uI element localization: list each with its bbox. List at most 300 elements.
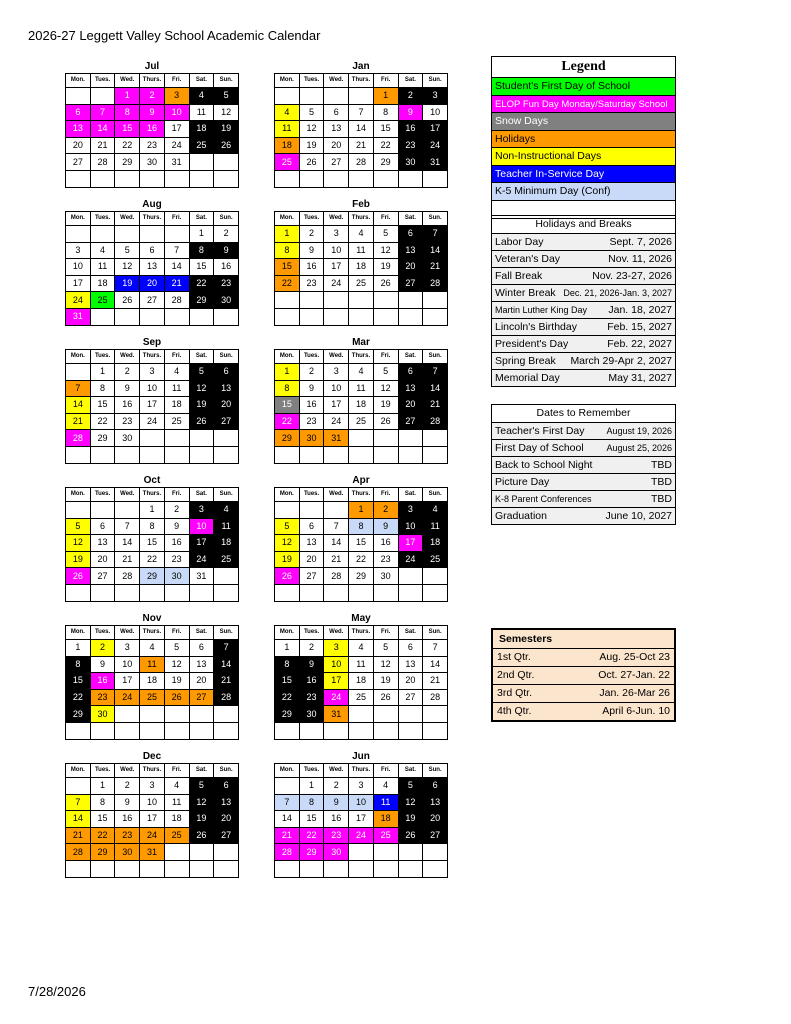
day-cell: 21 <box>90 137 115 154</box>
day-cell <box>324 308 349 325</box>
day-cell <box>423 170 448 187</box>
day-cell <box>349 584 374 601</box>
legend-panel <box>491 56 676 219</box>
month-name: Apr <box>352 475 370 486</box>
weekday-header: Wed. <box>115 350 140 364</box>
day-cell <box>90 226 115 243</box>
day-cell <box>324 722 349 739</box>
day-cell: 31 <box>324 430 349 447</box>
weekday-header: Fri. <box>373 74 398 88</box>
day-cell: 27 <box>324 154 349 171</box>
day-cell <box>398 722 423 739</box>
day-cell: 13 <box>299 535 324 552</box>
weekday-header: Sat. <box>189 764 214 778</box>
day-cell <box>398 860 423 877</box>
day-cell <box>299 584 324 601</box>
dates-date: TBD <box>651 459 672 471</box>
day-cell: 9 <box>299 656 324 673</box>
day-cell: 21 <box>164 275 189 292</box>
holidays-row <box>491 268 676 285</box>
day-cell: 17 <box>115 673 140 690</box>
day-cell <box>299 308 324 325</box>
day-cell <box>189 154 214 171</box>
holidays-title: Holidays and Breaks <box>491 215 676 234</box>
day-cell <box>373 446 398 463</box>
day-cell <box>349 446 374 463</box>
day-cell: 8 <box>349 518 374 535</box>
day-cell: 3 <box>115 640 140 657</box>
holidays-name: Labor Day <box>495 236 544 248</box>
day-cell: 22 <box>299 827 324 844</box>
day-cell: 24 <box>398 551 423 568</box>
day-cell: 9 <box>373 518 398 535</box>
day-cell: 30 <box>299 706 324 723</box>
day-cell <box>214 568 239 585</box>
day-cell: 27 <box>398 275 423 292</box>
month-name: Oct <box>143 475 161 486</box>
day-cell: 3 <box>324 226 349 243</box>
day-cell: 23 <box>299 275 324 292</box>
day-cell <box>90 722 115 739</box>
day-cell <box>423 706 448 723</box>
day-cell: 27 <box>398 689 423 706</box>
day-cell <box>140 170 165 187</box>
day-cell: 25 <box>214 551 239 568</box>
day-cell: 10 <box>423 104 448 121</box>
day-cell: 30 <box>373 568 398 585</box>
weekday-header: Thurs. <box>349 350 374 364</box>
holidays-row <box>491 319 676 336</box>
holidays-date: Sept. 7, 2026 <box>609 236 672 248</box>
weekday-header: Sun. <box>214 350 239 364</box>
day-cell: 4 <box>164 364 189 381</box>
day-cell: 2 <box>115 364 140 381</box>
month-mar <box>274 336 448 464</box>
day-cell: 23 <box>140 137 165 154</box>
day-cell: 19 <box>373 259 398 276</box>
day-cell: 24 <box>324 275 349 292</box>
weekday-header: Thurs. <box>140 74 165 88</box>
weekday-header: Wed. <box>115 764 140 778</box>
day-cell: 13 <box>398 242 423 259</box>
day-cell: 24 <box>324 689 349 706</box>
day-cell: 19 <box>398 811 423 828</box>
weekday-header: Mon. <box>275 764 300 778</box>
day-cell <box>164 308 189 325</box>
day-cell: 10 <box>115 656 140 673</box>
day-cell <box>164 860 189 877</box>
weekday-header: Sat. <box>398 488 423 502</box>
weekday-header: Sat. <box>189 350 214 364</box>
day-cell: 6 <box>324 104 349 121</box>
day-cell: 21 <box>324 551 349 568</box>
day-cell <box>398 568 423 585</box>
day-cell: 26 <box>275 568 300 585</box>
day-cell: 25 <box>164 413 189 430</box>
day-cell: 10 <box>349 794 374 811</box>
day-cell: 8 <box>90 380 115 397</box>
day-cell <box>115 860 140 877</box>
day-cell <box>140 308 165 325</box>
day-cell: 17 <box>324 259 349 276</box>
holidays-row <box>491 251 676 268</box>
day-cell <box>373 722 398 739</box>
day-cell: 13 <box>214 380 239 397</box>
day-cell: 23 <box>373 551 398 568</box>
day-cell <box>299 446 324 463</box>
day-cell <box>189 844 214 861</box>
dates-date: August 25, 2026 <box>606 443 672 453</box>
day-cell: 5 <box>373 640 398 657</box>
month-nov <box>65 612 239 740</box>
day-cell: 26 <box>373 413 398 430</box>
day-cell: 22 <box>90 827 115 844</box>
day-cell <box>90 170 115 187</box>
day-cell: 4 <box>373 778 398 795</box>
day-cell: 15 <box>115 121 140 138</box>
day-cell <box>299 860 324 877</box>
day-cell: 21 <box>275 827 300 844</box>
day-cell: 17 <box>423 121 448 138</box>
day-cell <box>275 722 300 739</box>
day-cell <box>214 154 239 171</box>
dates-row <box>491 508 676 525</box>
day-cell: 9 <box>115 794 140 811</box>
day-cell: 25 <box>423 551 448 568</box>
day-cell: 23 <box>115 827 140 844</box>
day-cell: 27 <box>90 568 115 585</box>
day-cell: 24 <box>324 413 349 430</box>
semester-range: April 6-Jun. 10 <box>602 705 670 717</box>
day-cell: 5 <box>373 226 398 243</box>
month-name: Sep <box>142 337 162 348</box>
day-cell: 10 <box>324 242 349 259</box>
day-cell: 15 <box>349 535 374 552</box>
day-cell <box>66 364 91 381</box>
day-cell: 10 <box>189 518 214 535</box>
day-cell: 16 <box>115 397 140 414</box>
month-name: Jul <box>144 61 160 72</box>
day-cell: 9 <box>299 242 324 259</box>
day-cell <box>140 706 165 723</box>
day-cell <box>66 584 91 601</box>
day-cell: 23 <box>90 689 115 706</box>
day-cell: 7 <box>423 226 448 243</box>
weekday-header: Fri. <box>164 350 189 364</box>
legend-item-hol: Holidays <box>491 131 676 149</box>
weekday-header: Fri. <box>373 626 398 640</box>
day-cell <box>423 860 448 877</box>
day-cell: 13 <box>66 121 91 138</box>
day-cell: 2 <box>324 778 349 795</box>
holidays-name: Winter Break <box>495 287 556 299</box>
day-cell: 28 <box>66 430 91 447</box>
holidays-date: Feb. 22, 2027 <box>607 338 672 350</box>
day-cell: 23 <box>398 137 423 154</box>
semester-name: 1st Qtr. <box>497 651 531 663</box>
day-cell: 21 <box>115 551 140 568</box>
day-cell <box>189 584 214 601</box>
day-cell: 12 <box>214 104 239 121</box>
day-cell: 11 <box>214 518 239 535</box>
holidays-date: March 29-Apr 2, 2027 <box>570 355 672 367</box>
day-cell: 3 <box>66 242 91 259</box>
day-cell: 11 <box>349 242 374 259</box>
day-cell: 17 <box>66 275 91 292</box>
day-cell: 22 <box>66 689 91 706</box>
day-cell <box>164 584 189 601</box>
day-cell <box>324 502 349 519</box>
day-cell: 29 <box>275 706 300 723</box>
day-cell <box>349 430 374 447</box>
holidays-name: Martin Luther King Day <box>495 305 588 315</box>
day-cell: 13 <box>423 794 448 811</box>
day-cell <box>299 170 324 187</box>
weekday-header: Sat. <box>189 626 214 640</box>
day-cell: 10 <box>66 259 91 276</box>
day-cell: 25 <box>373 827 398 844</box>
day-cell: 27 <box>423 827 448 844</box>
day-cell <box>299 502 324 519</box>
month-name: Aug <box>142 199 162 210</box>
day-cell: 24 <box>189 551 214 568</box>
weekday-header: Tues. <box>299 626 324 640</box>
weekday-header: Wed. <box>115 74 140 88</box>
day-cell <box>398 446 423 463</box>
weekday-header: Fri. <box>164 488 189 502</box>
day-cell: 21 <box>423 397 448 414</box>
month-jul <box>65 60 239 188</box>
month-name: Feb <box>352 199 370 210</box>
day-cell: 15 <box>275 673 300 690</box>
holidays-name: Veteran's Day <box>495 253 561 265</box>
day-cell <box>398 292 423 309</box>
day-cell: 20 <box>423 811 448 828</box>
day-cell <box>275 502 300 519</box>
holidays-panel <box>491 215 676 387</box>
day-cell: 29 <box>115 154 140 171</box>
day-cell: 28 <box>115 568 140 585</box>
day-cell: 1 <box>90 778 115 795</box>
month-name: Nov <box>142 613 162 624</box>
day-cell: 21 <box>423 259 448 276</box>
weekday-header: Mon. <box>66 350 91 364</box>
day-cell: 31 <box>324 706 349 723</box>
day-cell <box>66 446 91 463</box>
day-cell <box>423 722 448 739</box>
dates-name: Teacher's First Day <box>495 425 585 437</box>
day-cell <box>115 226 140 243</box>
holidays-date: Jan. 18, 2027 <box>608 304 672 316</box>
page-title: 2026-27 Leggett Valley School Academic Calendar <box>28 28 321 43</box>
day-cell: 16 <box>140 121 165 138</box>
weekday-header: Sun. <box>214 488 239 502</box>
day-cell: 5 <box>66 518 91 535</box>
day-cell: 7 <box>90 104 115 121</box>
day-cell: 7 <box>423 640 448 657</box>
day-cell <box>349 706 374 723</box>
day-cell: 5 <box>189 778 214 795</box>
day-cell: 29 <box>299 844 324 861</box>
day-cell: 20 <box>140 275 165 292</box>
day-cell: 6 <box>140 242 165 259</box>
day-cell: 6 <box>214 364 239 381</box>
day-cell: 3 <box>324 640 349 657</box>
day-cell: 22 <box>275 275 300 292</box>
weekday-header: Sat. <box>398 350 423 364</box>
month-apr <box>274 474 448 602</box>
day-cell <box>398 170 423 187</box>
weekday-header: Fri. <box>164 626 189 640</box>
day-cell: 1 <box>275 640 300 657</box>
day-cell: 7 <box>275 794 300 811</box>
day-cell: 10 <box>398 518 423 535</box>
day-cell: 19 <box>275 551 300 568</box>
day-cell <box>373 308 398 325</box>
day-cell: 6 <box>90 518 115 535</box>
day-cell: 14 <box>214 656 239 673</box>
day-cell <box>66 170 91 187</box>
day-cell: 18 <box>373 811 398 828</box>
day-cell: 12 <box>189 380 214 397</box>
day-cell: 11 <box>349 380 374 397</box>
day-cell: 1 <box>189 226 214 243</box>
semester-row <box>493 649 674 667</box>
semesters-panel <box>491 628 676 722</box>
month-name: May <box>351 613 371 624</box>
day-cell <box>189 706 214 723</box>
day-cell: 4 <box>423 502 448 519</box>
day-cell: 12 <box>66 535 91 552</box>
day-cell: 10 <box>324 656 349 673</box>
day-cell: 28 <box>324 568 349 585</box>
day-cell: 24 <box>349 827 374 844</box>
legend-item-snow: Snow Days <box>491 113 676 131</box>
day-cell <box>373 292 398 309</box>
day-cell: 6 <box>189 640 214 657</box>
weekday-header: Sat. <box>398 764 423 778</box>
day-cell: 5 <box>373 364 398 381</box>
day-cell <box>214 706 239 723</box>
day-cell: 3 <box>349 778 374 795</box>
day-cell: 23 <box>324 827 349 844</box>
day-cell <box>373 430 398 447</box>
weekday-header: Sat. <box>398 74 423 88</box>
day-cell: 17 <box>140 397 165 414</box>
day-cell <box>214 446 239 463</box>
day-cell: 20 <box>214 397 239 414</box>
day-cell: 24 <box>115 689 140 706</box>
day-cell <box>214 722 239 739</box>
day-cell: 18 <box>214 535 239 552</box>
day-cell: 9 <box>398 104 423 121</box>
weekday-header: Mon. <box>66 212 91 226</box>
day-cell: 24 <box>140 827 165 844</box>
day-cell: 4 <box>349 364 374 381</box>
day-cell: 16 <box>398 121 423 138</box>
day-cell: 14 <box>423 242 448 259</box>
weekday-header: Tues. <box>299 74 324 88</box>
day-cell <box>349 88 374 105</box>
weekday-header: Wed. <box>324 626 349 640</box>
weekday-header: Tues. <box>90 212 115 226</box>
day-cell <box>90 502 115 519</box>
day-cell: 2 <box>299 226 324 243</box>
day-cell: 7 <box>214 640 239 657</box>
day-cell <box>423 584 448 601</box>
day-cell: 20 <box>66 137 91 154</box>
day-cell: 9 <box>324 794 349 811</box>
day-cell: 19 <box>115 275 140 292</box>
holidays-date: May 31, 2027 <box>608 372 672 384</box>
day-cell: 27 <box>299 568 324 585</box>
day-cell: 15 <box>373 121 398 138</box>
weekday-header: Fri. <box>373 212 398 226</box>
day-cell: 2 <box>140 88 165 105</box>
day-cell: 1 <box>373 88 398 105</box>
month-jun <box>274 750 448 878</box>
weekday-header: Sun. <box>423 488 448 502</box>
day-cell: 30 <box>299 430 324 447</box>
day-cell <box>115 502 140 519</box>
day-cell: 29 <box>349 568 374 585</box>
day-cell: 24 <box>423 137 448 154</box>
weekday-header: Thurs. <box>349 764 374 778</box>
holidays-date: Feb. 15, 2027 <box>607 321 672 333</box>
day-cell: 26 <box>115 292 140 309</box>
day-cell: 31 <box>164 154 189 171</box>
weekday-header: Sun. <box>423 764 448 778</box>
day-cell <box>66 88 91 105</box>
day-cell <box>189 170 214 187</box>
day-cell <box>90 88 115 105</box>
day-cell <box>423 446 448 463</box>
day-cell: 2 <box>398 88 423 105</box>
day-cell: 16 <box>90 673 115 690</box>
day-cell: 14 <box>349 121 374 138</box>
day-cell: 19 <box>189 397 214 414</box>
day-cell <box>349 844 374 861</box>
day-cell: 2 <box>115 778 140 795</box>
day-cell: 20 <box>189 673 214 690</box>
day-cell: 28 <box>423 689 448 706</box>
day-cell <box>66 502 91 519</box>
month-name: Jan <box>352 61 370 72</box>
day-cell: 10 <box>140 380 165 397</box>
day-cell: 26 <box>299 154 324 171</box>
day-cell: 18 <box>164 811 189 828</box>
day-cell <box>349 860 374 877</box>
dates-name: Graduation <box>495 510 547 522</box>
weekday-header: Sun. <box>423 212 448 226</box>
day-cell: 8 <box>299 794 324 811</box>
dates-panel <box>491 404 676 525</box>
day-cell: 13 <box>398 380 423 397</box>
day-cell <box>349 308 374 325</box>
day-cell <box>189 446 214 463</box>
day-cell: 11 <box>423 518 448 535</box>
day-cell <box>299 292 324 309</box>
day-cell: 11 <box>140 656 165 673</box>
day-cell <box>299 88 324 105</box>
month-may <box>274 612 448 740</box>
day-cell: 7 <box>349 104 374 121</box>
day-cell <box>324 170 349 187</box>
day-cell: 22 <box>275 689 300 706</box>
day-cell: 18 <box>349 397 374 414</box>
day-cell: 14 <box>423 656 448 673</box>
day-cell: 15 <box>299 811 324 828</box>
